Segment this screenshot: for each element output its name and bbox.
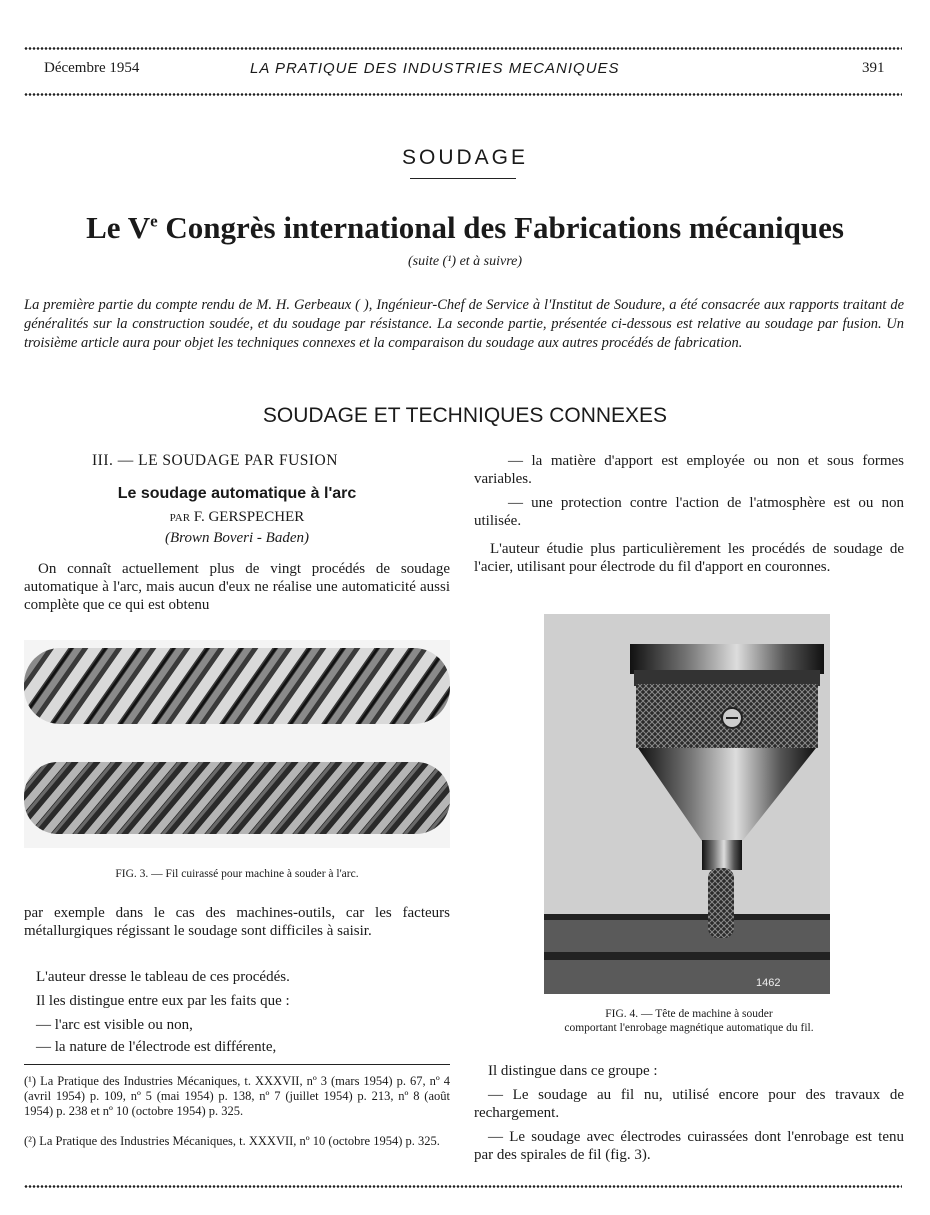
fig4-photo xyxy=(544,614,830,994)
header-date: Décembre 1954 xyxy=(44,60,140,76)
armoured-wire-illustration xyxy=(24,640,450,848)
left-paragraph-1: On connaît actuellement plus de vingt procédés de soudage automatique à l'arc, mais aucun d'eux ne réalise une automaticité aussi complète que ce qui est obtenu xyxy=(24,561,450,613)
fig3-caption: FIG. 3. — Fil cuirassé pour machine à souder à l'arc. xyxy=(115,868,359,880)
right-paragraph-2: Il distingue dans ce groupe : xyxy=(488,1063,658,1079)
fig3-photo xyxy=(24,640,450,848)
footnote-2: (²) La Pratique des Industries Mécaniques, t. XXXVII, nº 10 (octobre 1954) p. 325. xyxy=(24,1134,440,1148)
header-dotted-rule xyxy=(24,92,902,97)
left-paragraph-4: Il les distingue entre eux par les faits que : xyxy=(36,993,290,1009)
list-item-filler-material: — la matière d'apport est employée ou non et sous formes variables. xyxy=(474,453,904,487)
top-dotted-rule xyxy=(24,46,902,51)
photo-reference-mark: 1462 xyxy=(756,977,781,989)
welding-head-illustration xyxy=(544,614,830,994)
section-subheading: SOUDAGE ET TECHNIQUES CONNEXES xyxy=(262,404,668,427)
left-paragraph-3: L'auteur dresse le tableau de ces procédés. xyxy=(36,969,290,985)
title-subtitle: (suite (¹) et à suivre) xyxy=(407,254,523,269)
chapter-heading: III. — LE SOUDAGE PAR FUSION xyxy=(92,452,338,469)
footnote-rule xyxy=(24,1064,450,1065)
list-item-arc-visible: — l'arc est visible ou non, xyxy=(36,1017,193,1033)
fig4-caption-line-2: comportant l'enrobage magnétique automatique du fil. xyxy=(564,1022,814,1034)
list-item-bare-wire: — Le soudage au fil nu, utilisé encore pour des travaux de rechargement. xyxy=(474,1087,904,1121)
article-title: Le soudage automatique à l'arc xyxy=(117,485,357,502)
fig4-caption-line-1: FIG. 4. — Tête de machine à souder xyxy=(605,1008,773,1020)
article-author: par F. GERSPECHER xyxy=(169,509,305,525)
list-item-atmosphere-protection: — une protection contre l'action de l'atmosphère est ou non utilisée. xyxy=(474,495,904,529)
bottom-dotted-rule xyxy=(24,1184,902,1189)
section-label: SOUDAGE xyxy=(401,146,529,169)
section-underline xyxy=(410,178,516,179)
header-journal-title: LA PRATIQUE DES INDUSTRIES MECANIQUES xyxy=(250,60,620,77)
footnote-1: (¹) La Pratique des Industries Mécaniques, t. XXXVII, nº 3 (mars 1954) p. 67, nº 4 (avril 1954) p. 109, nº 5 (mai 1954) p. 138, nº 7 (juillet 1954) p. 213, nº 8 (août 1954) p. 238 et nº 10 (octobre 1954) p. 325. xyxy=(24,1074,450,1118)
list-item-electrode-nature: — la nature de l'électrode est différente, xyxy=(36,1039,277,1055)
left-paragraph-2: par exemple dans le cas des machines-outils, car les facteurs métallurgiques régissant le soudage sont difficiles à saisir. xyxy=(24,905,450,939)
author-affiliation: (Brown Boveri - Baden) xyxy=(165,530,309,546)
article-main-title: Le Ve Congrès international des Fabrications mécaniques xyxy=(86,210,844,245)
header-page-number: 391 xyxy=(862,60,885,76)
intro-paragraph: La première partie du compte rendu de M. H. Gerbeaux ( ), Ingénieur-Chef de Service à l'Institut de Soudure, a été consacrée aux rapports traitant de généralités sur la construction soudée, et du soudage par résistance. La seconde partie, présentée ci-dessous est relative au soudage par fusion. Un troisième article aura pour objet les techniques connexes et la comparaison du soudage aux autres procédés de fabrication. xyxy=(24,297,904,351)
list-item-armoured-electrodes: — Le soudage avec électrodes cuirassées dont l'enrobage est tenu par des spirales de fil (fig. 3). xyxy=(474,1129,904,1163)
right-paragraph-1: L'auteur étudie plus particulièrement les procédés de soudage de l'acier, utilisant pour électrode du fil d'apport en couronnes. xyxy=(474,541,904,575)
